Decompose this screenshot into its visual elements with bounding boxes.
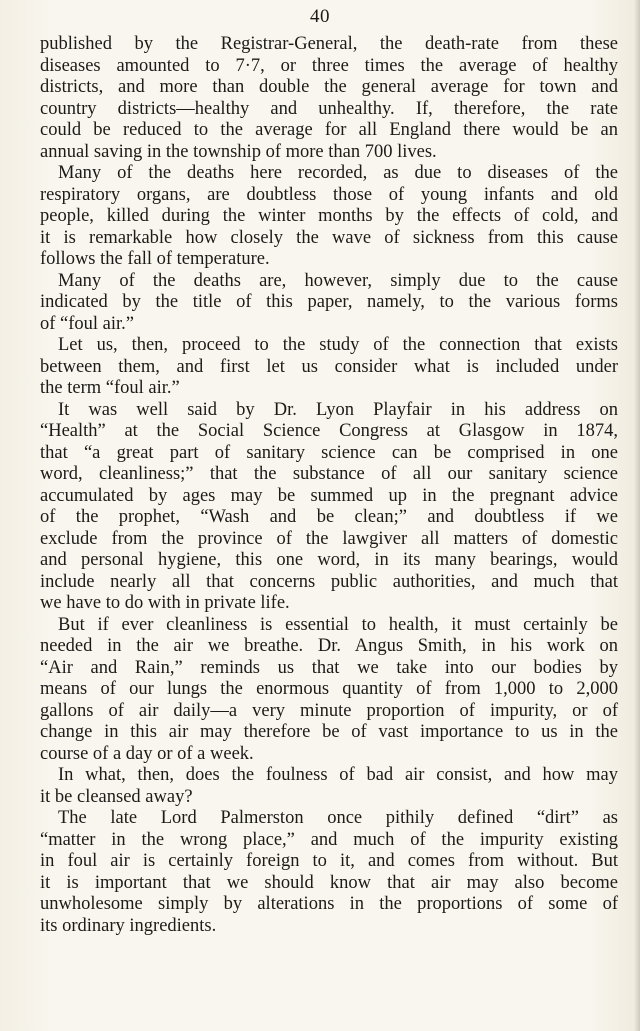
text-line: “Air and Rain,” reminds us that we take into our bodies by bbox=[40, 657, 618, 678]
paragraph bbox=[40, 271, 618, 336]
text-line: respiratory organs, are doubtless those of young infants and old bbox=[40, 184, 618, 205]
text-line: word, cleanliness;” that the substance of all our sanitary science bbox=[40, 464, 618, 484]
text-line: annual saving in the township of more than 700 lives. bbox=[40, 141, 437, 162]
text-line: diseases amounted to 7·7, or three times the average of healthy bbox=[40, 55, 618, 76]
text-line: districts, and more than double the general average for town and bbox=[40, 77, 618, 97]
text-line: course of a day or of a week. bbox=[40, 743, 254, 764]
text-line: means of our lungs the enormous quantity of from 1,000 to 2,000 bbox=[40, 679, 618, 699]
page-number: 40 bbox=[310, 6, 330, 27]
text-line: accumulated by ages may be summed up in the pregnant advice bbox=[40, 485, 618, 506]
text-line: But if ever cleanliness is essential to health, it must certainly be bbox=[58, 614, 618, 635]
text-line: its ordinary ingredients. bbox=[40, 915, 217, 936]
text-line: people, killed during the winter months by the effects of cold, and bbox=[40, 206, 618, 226]
text-line: unwholesome simply by alterations in the proportions of some of bbox=[40, 894, 618, 914]
text-line: In what, then, does the foulness of bad air consist, and how may bbox=[58, 765, 618, 785]
text-line: it is important that we should know that air may also become bbox=[40, 872, 618, 893]
text-line: needed in the air we breathe. Dr. Angus Smith, in his work on bbox=[40, 636, 618, 656]
text-line: indicated by the title of this paper, namely, to the various forms bbox=[40, 292, 618, 312]
text-line: the term “foul air.” bbox=[40, 378, 180, 398]
text-line: and personal hygiene, this one word, in its many bearings, would bbox=[40, 550, 618, 570]
paragraph bbox=[40, 335, 618, 400]
text-line: exclude from the province of the lawgiver all matters of domestic bbox=[40, 528, 618, 549]
text-line: that “a great part of sanitary science can be comprised in one bbox=[40, 442, 618, 463]
text-line: in foul air is certainly foreign to it, and comes from without. But bbox=[40, 851, 618, 871]
page-edge-shadow bbox=[634, 0, 640, 1031]
text-line: The late Lord Palmerston once pithily defined “dirt” as bbox=[58, 808, 618, 828]
text-line: it is remarkable how closely the wave of sickness from this cause bbox=[40, 227, 618, 248]
text-line: gallons of air daily—a very minute proportion of impurity, or of bbox=[40, 700, 618, 721]
text-line: include nearly all that concerns public authorities, and much that bbox=[40, 571, 618, 592]
text-line: “matter in the wrong place,” and much of the impurity existing bbox=[40, 829, 618, 850]
body-text bbox=[40, 34, 618, 937]
paragraph bbox=[40, 400, 618, 615]
paragraph bbox=[40, 34, 618, 163]
text-line: Many of the deaths are, however, simply due to the cause bbox=[58, 270, 618, 291]
text-line: of the prophet, “Wash and be clean;” and doubtless if we bbox=[40, 507, 618, 527]
text-line: could be reduced to the average for all England there would be an bbox=[40, 120, 618, 140]
paragraph bbox=[40, 163, 618, 271]
text-line: of “foul air.” bbox=[40, 313, 134, 334]
text-line: follows the fall of temperature. bbox=[40, 249, 270, 269]
text-line: “Health” at the Social Science Congress at Glasgow in 1874, bbox=[40, 421, 618, 441]
paragraph bbox=[40, 615, 618, 766]
text-line: It was well said by Dr. Lyon Playfair in his address on bbox=[58, 399, 618, 420]
paragraph bbox=[40, 765, 618, 808]
text-line: change in this air may therefore be of vast importance to us in the bbox=[40, 722, 618, 742]
text-line: it be cleansed away? bbox=[40, 786, 193, 807]
text-line: Many of the deaths here recorded, as due to diseases of the bbox=[58, 163, 618, 183]
text-line: country districts—healthy and unhealthy. If, therefore, the rate bbox=[40, 98, 618, 119]
paragraph bbox=[40, 808, 618, 937]
text-line: Let us, then, proceed to the study of the connection that exists bbox=[58, 335, 618, 355]
text-line: we have to do with in private life. bbox=[40, 593, 290, 613]
text-line: between them, and first let us consider what is included under bbox=[40, 356, 618, 377]
text-line: published by the Registrar-General, the death-rate from these bbox=[40, 34, 618, 54]
